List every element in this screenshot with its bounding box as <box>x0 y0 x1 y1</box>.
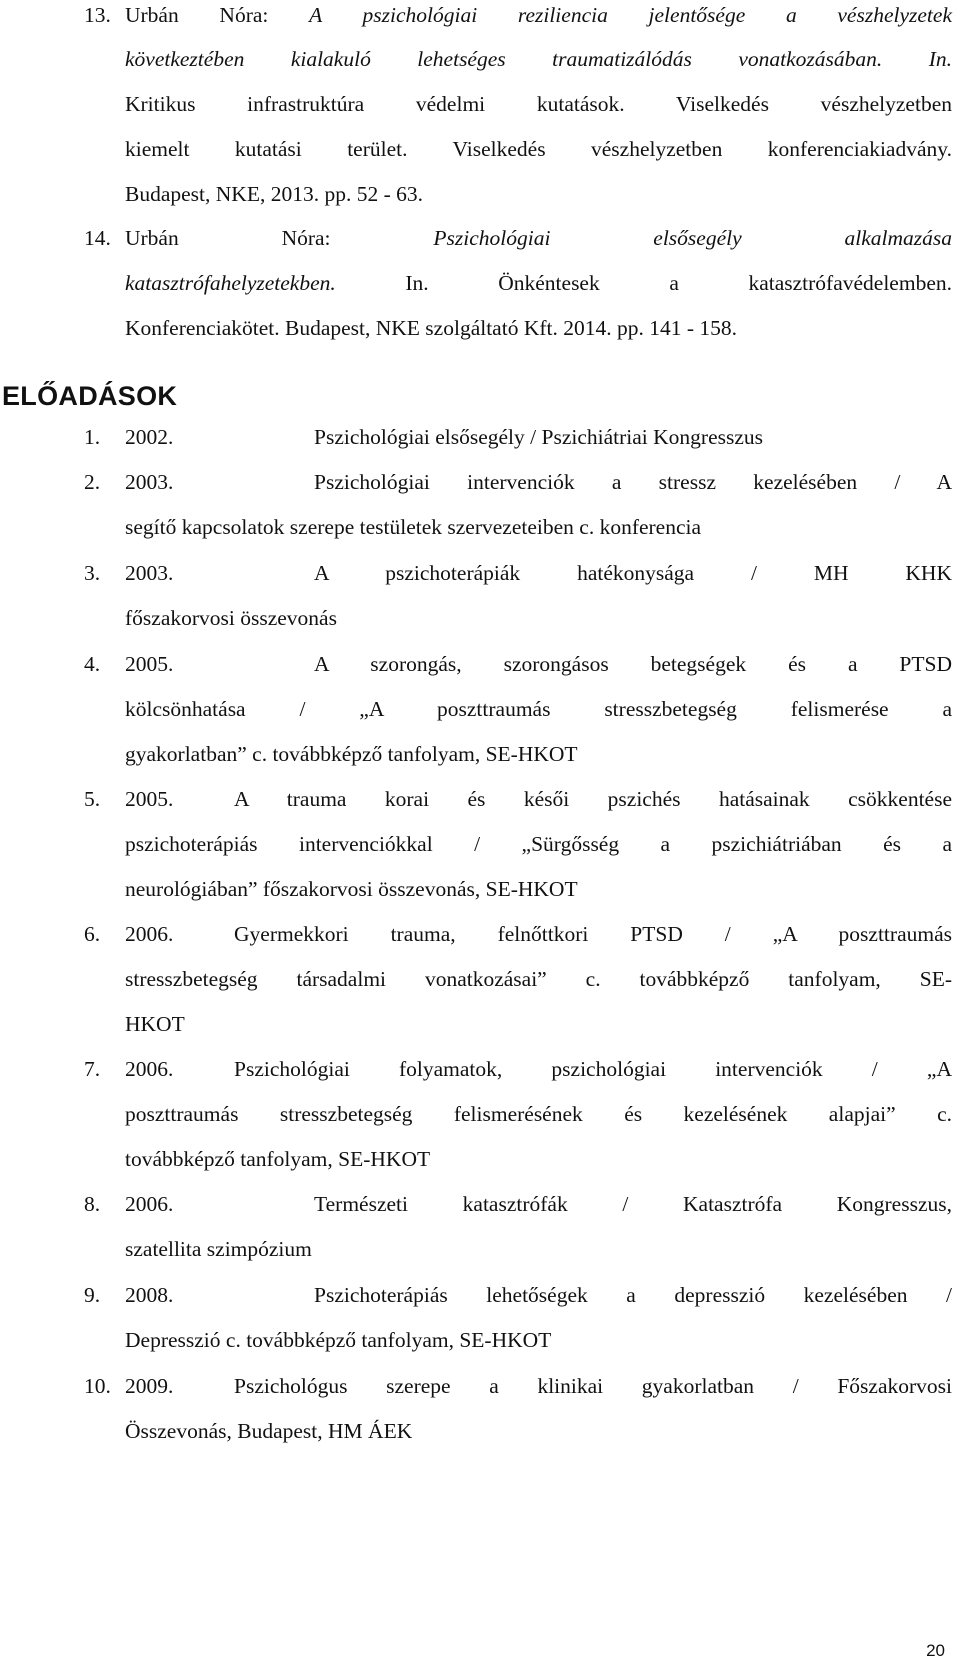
presentation-year: 2002. <box>125 425 174 449</box>
publication-line: Konferenciakötet. Budapest, NKE szolgáltató Kft. 2014. pp. 141 - 158. <box>125 316 738 340</box>
presentation-line: stresszbetegség társadalmi vonatkozásai” c. továbbképző tanfolyam, SE- <box>125 967 952 991</box>
section-heading: ELŐADÁSOK <box>2 381 178 411</box>
publication-title: A pszichológiai reziliencia jelentősége a vészhelyzetek <box>309 3 952 27</box>
presentation-title: Pszichológiai elsősegély / Pszichiátriai Kongresszus <box>314 425 764 449</box>
publication-number: 14. <box>84 226 111 250</box>
publication-line: 14. Urbán Nóra: Pszichológiai elsősegély alkalmazása <box>84 226 952 250</box>
presentation-title: A trauma korai és késői pszichés hatásainak csökkentése <box>234 787 952 811</box>
presentation-year: 2006. <box>125 1057 174 1081</box>
presentation-year: 2003. <box>125 561 174 585</box>
presentation-line: pszichoterápiás intervenciókkal / „Sürgősség a pszichiátriában és a <box>125 832 952 856</box>
presentation-line: HKOT <box>125 1012 185 1036</box>
presentation-number: 1. <box>84 425 101 449</box>
presentation-line: továbbképző tanfolyam, SE-HKOT <box>125 1147 431 1171</box>
presentation-line: Összevonás, Budapest, HM ÁEK <box>125 1419 413 1443</box>
publication-line <box>84 3 952 28</box>
presentation-number: 6. <box>84 922 101 946</box>
presentation-number: 8. <box>84 1192 101 1216</box>
presentation-title: Természeti katasztrófák / Katasztrófa Kongresszus, <box>314 1192 952 1216</box>
publication-number: 13. <box>84 3 111 27</box>
presentation-year: 2008. <box>125 1283 174 1307</box>
presentation-number: 3. <box>84 561 101 585</box>
publication-line: kiemelt kutatási terület. Viselkedés vészhelyzetben konferenciakiadvány. <box>125 137 952 161</box>
presentation-line: segítő kapcsolatok szerepe testületek szervezeteiben c. konferencia <box>125 515 702 539</box>
presentation-line: neurológiában” főszakorvosi összevonás, SE-HKOT <box>125 877 578 901</box>
presentation-line: főszakorvosi összevonás <box>125 606 337 630</box>
presentation-line: kölcsönhatása / „A poszttraumás stresszbetegség felismerése a <box>125 697 952 721</box>
presentation-number: 4. <box>84 652 101 676</box>
publication-line: Kritikus infrastruktúra védelmi kutatások. Viselkedés vészhelyzetben <box>125 92 952 116</box>
presentation-line: Depresszió c. továbbképző tanfolyam, SE-HKOT <box>125 1328 552 1352</box>
presentation-year: 2005. <box>125 652 174 676</box>
presentation-number: 9. <box>84 1283 101 1307</box>
presentation-number: 7. <box>84 1057 101 1081</box>
presentation-year: 2009. <box>125 1374 174 1398</box>
presentation-number: 10. <box>84 1374 111 1398</box>
page-number: 20 <box>926 1641 945 1660</box>
presentation-line: szatellita szimpózium <box>125 1237 312 1261</box>
publication-line: következtében kialakuló lehetséges traumatizálódás vonatkozásában. In. <box>125 47 952 71</box>
presentation-title: Pszichológiai intervenciók a stressz kezelésében / A <box>314 470 952 494</box>
presentation-number: 2. <box>84 470 101 494</box>
presentation-title: A szorongás, szorongásos betegségek és a PTSD <box>314 652 952 676</box>
presentation-title: A pszichoterápiák hatékonysága / MH KHK <box>314 561 952 585</box>
presentation-title: Pszichoterápiás lehetőségek a depresszió kezelésében / <box>314 1283 952 1307</box>
presentation-year: 2005. <box>125 787 174 811</box>
presentation-title: Gyermekkori trauma, felnőttkori PTSD / „A poszttraumás <box>234 922 952 946</box>
publication-author: Urbán Nóra: <box>125 3 310 27</box>
presentation-year: 2003. <box>125 470 174 494</box>
publication-line: Budapest, NKE, 2013. pp. 52 - 63. <box>125 182 423 206</box>
publication-line: katasztrófahelyzetekben. In. Önkéntesek a katasztrófavédelemben. <box>125 271 952 295</box>
presentation-number: 5. <box>84 787 101 811</box>
presentation-line: poszttraumás stresszbetegség felismerésének és kezelésének alapjai” c. <box>125 1102 952 1126</box>
presentation-year: 2006. <box>125 922 174 946</box>
presentation-title: Pszichológus szerepe a klinikai gyakorlatban / Főszakorvosi <box>234 1374 952 1398</box>
presentation-year: 2006. <box>125 1192 174 1216</box>
presentation-title: Pszichológiai folyamatok, pszichológiai intervenciók / „A <box>234 1057 952 1081</box>
presentation-line: gyakorlatban” c. továbbképző tanfolyam, SE-HKOT <box>125 742 578 766</box>
